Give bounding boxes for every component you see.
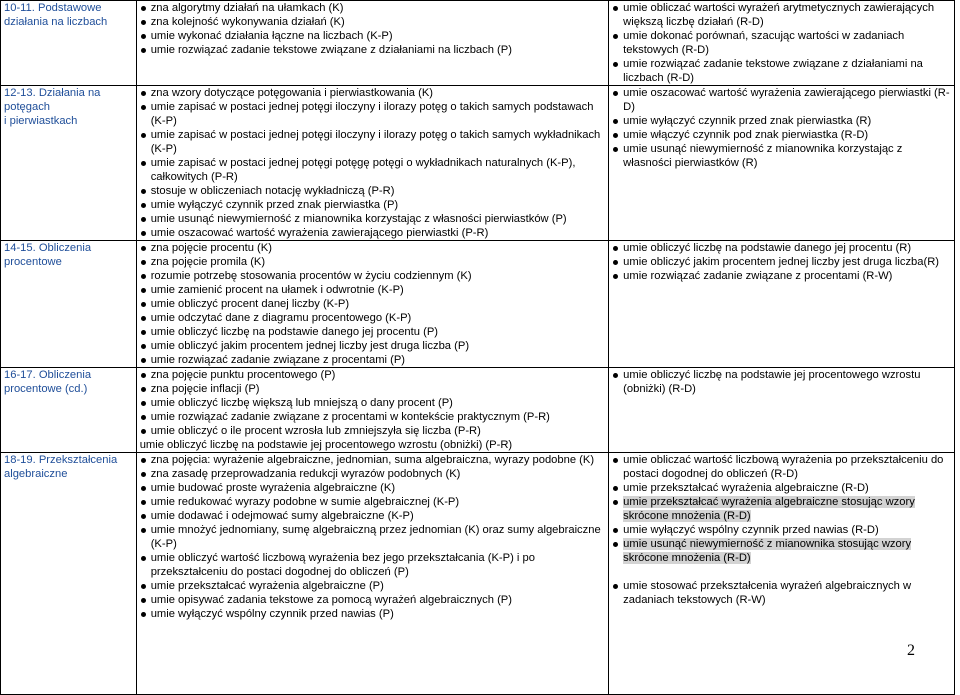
extended-requirements-cell xyxy=(609,1,955,86)
list-item xyxy=(140,481,605,495)
list-item-text: zna kolejność wykonywania działań (K) xyxy=(150,16,345,28)
list-item-text: zna zasadę przeprowadzania redukcji wyrazów podobnych (K) xyxy=(150,468,461,480)
list-item-text: umie oszacować wartość wyrażenia zawierającego pierwiastki (R-D) xyxy=(623,87,950,113)
list-item xyxy=(140,396,605,410)
list-item-text: zna pojęcia: wyrażenie algebraiczne, jednomian, suma algebraiczna, wyrazy podobne (K) xyxy=(150,454,595,466)
list-item xyxy=(140,255,605,269)
list-item-text: umie włączyć czynnik pod znak pierwiastka (R-D) xyxy=(623,129,869,141)
list-item-text: umie usunąć niewymierność z mianownika korzystając z własności pierwiastków (P) xyxy=(150,213,567,225)
list-item-text: stosuje w obliczeniach notację wykładniczą (P-R) xyxy=(150,185,395,197)
list-item-text: zna pojęcie inflacji (P) xyxy=(150,383,260,395)
topic-title: 18-19. Przekształcenia algebraiczne xyxy=(4,454,118,480)
list-item xyxy=(140,1,605,15)
requirements-list xyxy=(612,368,951,396)
list-item-text: umie przekształcać wyrażenia algebraiczne (R-D) xyxy=(623,482,869,494)
list-item xyxy=(140,509,605,523)
topic-cell xyxy=(1,453,137,695)
table-row xyxy=(1,241,955,368)
table-row xyxy=(1,1,955,86)
list-item-text: umie wyłączyć wspólny czynnik przed nawias (R-D) xyxy=(623,524,879,536)
list-item-text: umie usunąć niewymierność z mianownika stosując wzory skrócone mnożenia (R-D) xyxy=(623,538,912,564)
list-item-text: umie stosować przekształcenia wyrażeń algebraicznych w zadaniach tekstowych (R-W) xyxy=(623,580,912,606)
list-item xyxy=(140,353,605,367)
list-item xyxy=(612,57,951,85)
list-item xyxy=(140,438,605,452)
list-item-text: rozumie potrzebę stosowania procentów w życiu codziennym (K) xyxy=(150,270,472,282)
list-item xyxy=(612,537,951,565)
requirements-list xyxy=(612,86,951,170)
requirements-list xyxy=(612,1,951,85)
list-item-text: umie obliczyć liczbę na podstawie jej procentowego wzrostu (obniżki) (R-D) xyxy=(623,369,921,395)
list-item xyxy=(140,269,605,283)
list-item xyxy=(612,579,951,607)
list-item xyxy=(140,551,605,579)
list-item xyxy=(140,212,605,226)
topic-cell xyxy=(1,241,137,368)
topic-title: 10-11. Podstawowe działania na liczbach xyxy=(4,2,108,28)
requirements-list xyxy=(612,241,951,283)
list-item xyxy=(140,43,605,57)
list-item xyxy=(140,297,605,311)
list-item xyxy=(140,283,605,297)
list-item xyxy=(140,15,605,29)
list-item-text: umie obliczać wartości wyrażeń arytmetycznych zawierających większą liczbę działań (R-D) xyxy=(623,2,935,28)
list-item-text: umie obliczać wartość liczbową wyrażenia po przekształceniu do postaci dogodnej do obliczeń (R-D) xyxy=(623,454,944,480)
list-item xyxy=(140,467,605,481)
list-item-text: umie rozwiązać zadanie związane z procentami w kontekście praktycznym (P-R) xyxy=(150,411,550,423)
requirements-list xyxy=(140,368,605,452)
list-item xyxy=(612,269,951,283)
list-item xyxy=(140,424,605,438)
requirements-list xyxy=(140,86,605,240)
list-item xyxy=(612,255,951,269)
list-item-text: umie obliczyć liczbę większą lub mniejszą o dany procent (P) xyxy=(150,397,453,409)
list-item xyxy=(140,325,605,339)
basic-requirements-cell xyxy=(136,86,608,241)
list-item-text: umie opisywać zadania tekstowe za pomocą wyrażeń algebraicznych (P) xyxy=(150,594,512,606)
page-number: 2 xyxy=(907,642,915,659)
list-item-text: zna wzory dotyczące potęgowania i pierwiastkowania (K) xyxy=(150,87,434,99)
topic-cell xyxy=(1,368,137,453)
list-item xyxy=(140,607,605,621)
list-item xyxy=(140,339,605,353)
extended-requirements-cell xyxy=(609,241,955,368)
list-item-text: umie obliczyć liczbę na podstawie danego jej procentu (R) xyxy=(623,242,912,254)
list-item-text: umie oszacować wartość wyrażenia zawierającego pierwiastki (P-R) xyxy=(150,227,489,239)
list-item-text: umie rozwiązać zadanie tekstowe związane z działaniami na liczbach (P) xyxy=(150,44,512,56)
list-item-text: umie zapisać w postaci jednej potęgi iloczyny i ilorazy potęg o takich samych wykładnikach (K-P) xyxy=(150,129,601,155)
list-item-text: umie rozwiązać zadanie związane z procentami (R-W) xyxy=(623,270,893,282)
list-item-text: umie dokonać porównań, szacując wartości w zadaniach tekstowych (R-D) xyxy=(623,30,905,56)
requirements-list xyxy=(140,453,605,621)
list-item-text: umie mnożyć jednomiany, sumę algebraiczną przez jednomian (K) oraz sumy algebraiczne (K-P) xyxy=(150,524,601,550)
list-item xyxy=(612,241,951,255)
list-item-text: zna pojęcie promila (K) xyxy=(150,256,266,268)
requirements-list xyxy=(612,453,951,607)
basic-requirements-cell xyxy=(136,453,608,695)
list-item-text: umie dodawać i odejmować sumy algebraiczne (K-P) xyxy=(150,510,414,522)
list-item-text: zna pojęcie procentu (K) xyxy=(150,242,272,254)
basic-requirements-cell xyxy=(136,241,608,368)
list-item-text: zna algorytmy działań na ułamkach (K) xyxy=(150,2,344,14)
list-item-text: umie obliczyć jakim procentem jednej liczby jest druga liczba(R) xyxy=(623,256,940,268)
list-item xyxy=(140,156,605,184)
list-item-text: umie obliczyć wartość liczbową wyrażenia bez jego przekształcania (K-P) i po przekształceniu do postaci dogodnej do obliczeń (P) xyxy=(150,552,535,578)
list-item-text: umie rozwiązać zadanie związane z procentami (P) xyxy=(150,354,406,366)
topic-cell xyxy=(1,86,137,241)
list-item xyxy=(612,29,951,57)
list-item xyxy=(140,523,605,551)
list-item-text: umie budować proste wyrażenia algebraiczne (K) xyxy=(150,482,396,494)
list-item xyxy=(140,100,605,128)
list-item xyxy=(612,1,951,29)
list-item-text: umie wyłączyć wspólny czynnik przed nawias (P) xyxy=(150,608,394,620)
list-item xyxy=(140,86,605,100)
list-item xyxy=(612,114,951,128)
list-item xyxy=(140,410,605,424)
list-item xyxy=(612,128,951,142)
list-item-text: umie przekształcać wyrażenia algebraiczne (P) xyxy=(150,580,384,592)
list-item-text: umie obliczyć jakim procentem jednej liczby jest druga liczba (P) xyxy=(150,340,470,352)
list-item xyxy=(612,142,951,170)
list-item xyxy=(140,198,605,212)
list-item-text: umie obliczyć procent danej liczby (K-P) xyxy=(150,298,350,310)
list-item xyxy=(140,593,605,607)
list-item xyxy=(612,495,951,523)
list-item-text: umie odczytać dane z diagramu procentowego (K-P) xyxy=(150,312,412,324)
list-item xyxy=(612,368,951,396)
basic-requirements-cell xyxy=(136,368,608,453)
list-item-text: umie zapisać w postaci jednej potęgi iloczyny i ilorazy potęg o takich samych podstawach (K-P) xyxy=(150,101,594,127)
topic-title: 12-13. Działania na potęgach i pierwiastkach xyxy=(4,87,101,127)
list-item-text: umie wyłączyć czynnik przed znak pierwiastka (P) xyxy=(150,199,399,211)
list-item xyxy=(140,368,605,382)
extended-requirements-cell xyxy=(609,86,955,241)
list-item xyxy=(612,481,951,495)
list-item xyxy=(612,453,951,481)
table-row xyxy=(1,86,955,241)
list-item-text: umie przekształcać wyrażenia algebraiczne stosując wzory skrócone mnożenia (R-D) xyxy=(623,496,915,522)
list-item xyxy=(140,311,605,325)
list-item-text: umie zamienić procent na ułamek i odwrotnie (K-P) xyxy=(150,284,404,296)
requirements-list xyxy=(140,1,605,57)
list-item xyxy=(140,226,605,240)
list-item xyxy=(140,241,605,255)
list-item xyxy=(140,579,605,593)
topic-cell xyxy=(1,1,137,86)
list-item-text: umie obliczyć o ile procent wzrosła lub zmniejszyła się liczba (P-R) xyxy=(150,425,481,437)
list-item-text: umie usunąć niewymierność z mianownika korzystając z własności pierwiastków (R) xyxy=(623,143,903,169)
list-item xyxy=(140,29,605,43)
spacer xyxy=(612,565,951,579)
extended-requirements-cell xyxy=(609,453,955,695)
list-item-text: umie rozwiązać zadanie tekstowe związane z działaniami na liczbach (R-D) xyxy=(623,58,923,84)
table-row xyxy=(1,453,955,695)
list-item xyxy=(140,382,605,396)
topic-title: 14-15. Obliczenia procentowe xyxy=(4,242,92,268)
list-item xyxy=(612,523,951,537)
topic-title: 16-17. Obliczenia procentowe (cd.) xyxy=(4,369,92,395)
basic-requirements-cell xyxy=(136,1,608,86)
list-item-text: umie wykonać działania łączne na liczbach (K-P) xyxy=(150,30,393,42)
list-item-text: umie obliczyć liczbę na podstawie jej procentowego wzrostu (obniżki) (P-R) xyxy=(139,439,513,451)
table-row xyxy=(1,368,955,453)
list-item xyxy=(140,453,605,467)
list-item xyxy=(140,495,605,509)
list-item-text: zna pojęcie punktu procentowego (P) xyxy=(150,369,336,381)
list-item xyxy=(140,128,605,156)
list-item-text: umie wyłączyć czynnik przed znak pierwiastka (R) xyxy=(623,115,872,127)
list-item xyxy=(612,86,951,114)
extended-requirements-cell xyxy=(609,368,955,453)
list-item-text: umie redukować wyrazy podobne w sumie algebraicznej (K-P) xyxy=(150,496,460,508)
list-item xyxy=(140,184,605,198)
requirements-list xyxy=(140,241,605,367)
list-item-text: umie zapisać w postaci jednej potęgi potęgę potęgi o wykładnikach naturalnych (K-P), całkowitych (P-R) xyxy=(150,157,576,183)
list-item-text: umie obliczyć liczbę na podstawie danego jej procentu (P) xyxy=(150,326,439,338)
